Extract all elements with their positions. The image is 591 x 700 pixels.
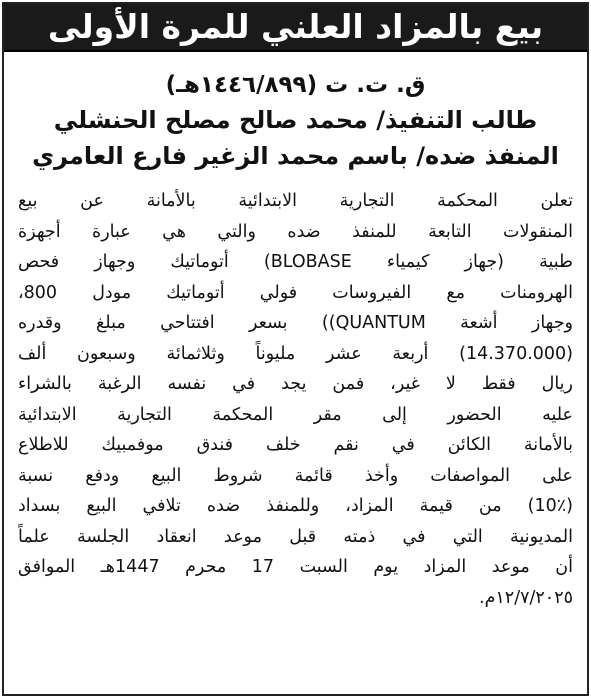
body-line: المديونية التي في ذمته قبل موعد انعقاد الجلسة علماً [18, 526, 573, 547]
auction-notice [2, 2, 589, 696]
body-line: ١٢/٧/٢٠٢٥م. [479, 587, 573, 608]
body-line: ريال فقط لا غير، فمن يجد في نفسه الرغبة بالشراء [18, 374, 573, 394]
body-line: (10٪) من قيمة المزاد، وللمنفذ ضده تلافي البيع بسداد [18, 496, 573, 516]
body-line: طبية (جهاز كيمياء BLOBASE) أتوماتيك وجهاز فحص [18, 252, 573, 272]
body-line: أن موعد المزاد يوم السبت 17 محرم 1447هـ الموافق [18, 557, 573, 577]
body-line: المنقولات التابعة للمنفذ ضده والتي هي عبارة أجهزة [18, 221, 573, 242]
applicant-line: طالب التنفيذ/ محمد صالح مصلح الحنشلي [53, 106, 538, 134]
body-line: الهرومنات مع الفيروسات فولي أتوماتيك مودل 800، [18, 282, 573, 303]
respondent-line: المنفذ ضده/ باسم محمد الزغير فارع العامري [32, 142, 559, 170]
notice-title-banner [4, 4, 587, 52]
notice-title: بيع بالمزاد العلني للمرة الأولى [47, 7, 544, 46]
body-line: عليه الحضور إلى مقر المحكمة التجارية الابتدائية [18, 404, 573, 425]
body-line: (14.370.000) أربعة عشر مليوناً وثلاثمائة وسبعون ألف [18, 343, 573, 364]
body-line: وجهاز أشعة QUANTUM)) بسعر افتتاحي مبلغ وقدره [18, 313, 573, 333]
case-number: ق. ت. ت (١٤٤٦/٨٩٩هـ) [165, 72, 426, 98]
body-line: تعلن المحكمة التجارية الابتدائية بالأمانة عن بيع [18, 191, 573, 211]
body-line: على المواصفات وأخذ قائمة شروط البيع ودفع نسبة [18, 465, 573, 486]
notice-body [18, 186, 573, 613]
body-line: بالأمانة الكائن في نقم خلف فندق موفمبيك للاطلاع [18, 435, 573, 455]
